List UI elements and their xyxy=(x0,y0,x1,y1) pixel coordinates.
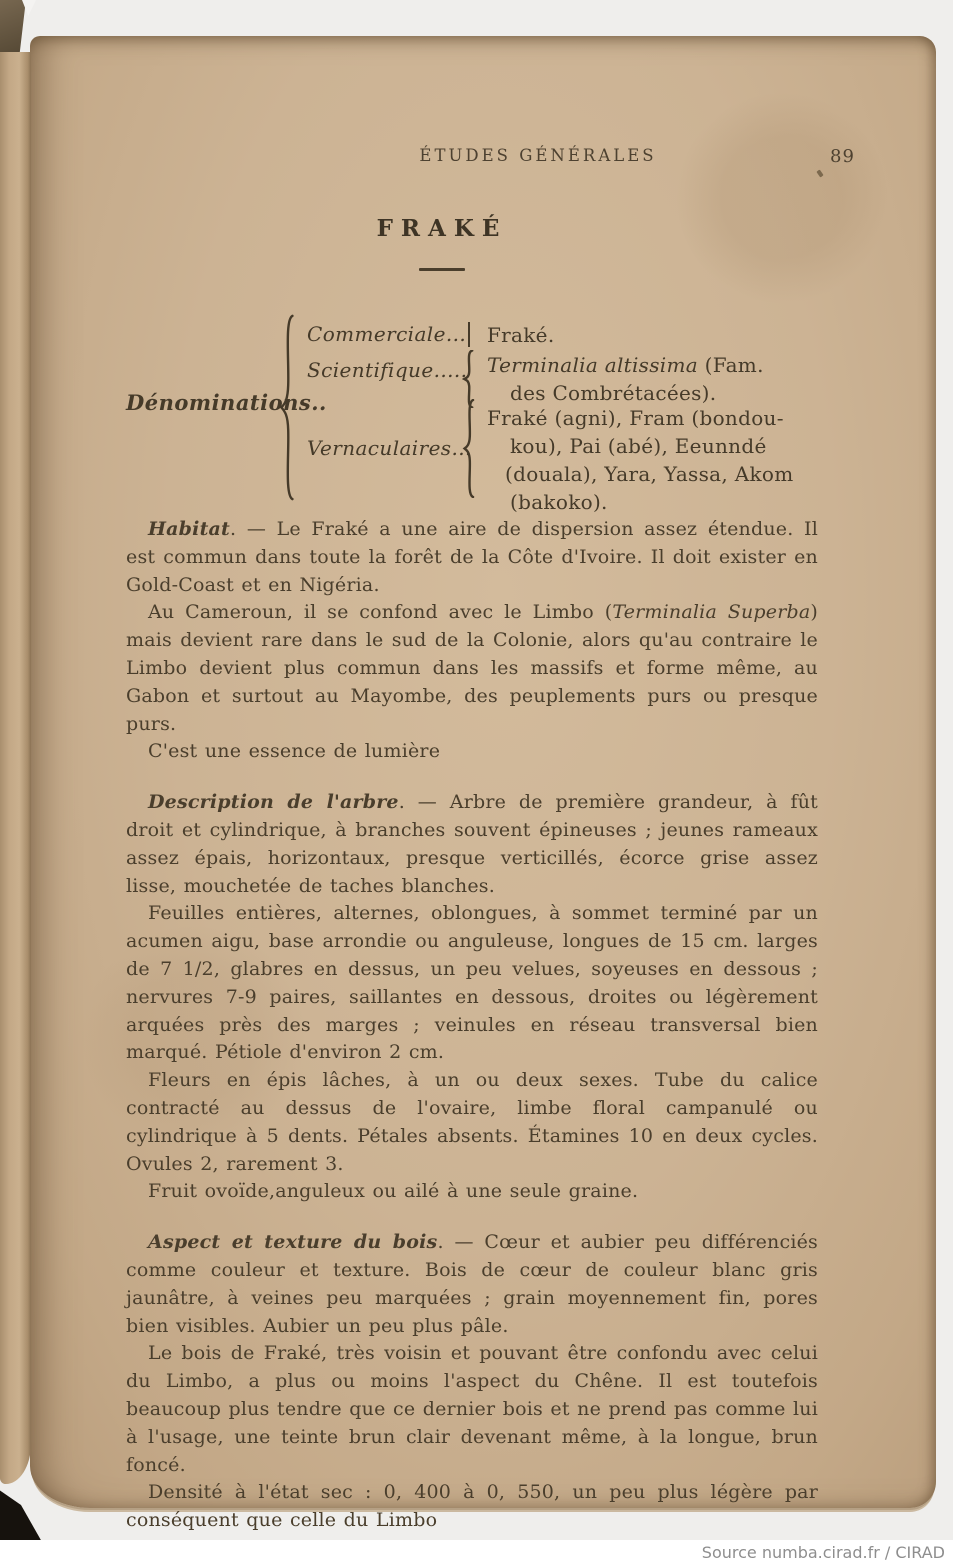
family-text: (Fam. xyxy=(698,353,764,377)
denomination-name-vernaculaires: Vernaculaires... xyxy=(307,436,472,460)
dash-separator: . — xyxy=(437,1231,485,1254)
book-page xyxy=(30,36,936,1532)
running-head xyxy=(126,146,855,170)
paragraph-aspect xyxy=(126,1229,818,1340)
paragraph-fruit: Fruit ovoïde,anguleux ou ailé à une seule graine. xyxy=(148,1180,639,1203)
paragraph-cameroun xyxy=(126,599,818,738)
denomination-value-vernaculaires-line: kou), Pai (abé), Eeunndé xyxy=(510,434,767,458)
paragraph-text: Au Cameroun, il se confond avec le Limbo ( xyxy=(148,601,613,624)
denomination-value-vernaculaires-line: (bakoko). xyxy=(510,490,608,514)
paragraph-feuilles: Feuilles entières, alternes, oblongues, à sommet terminé par un acumen aigu, base arrondie ou anguleuse, longues de 15 cm. larges de 7 1/2, glabres en dessus, un peu velues, soyeuses en dessous ; nervures 7-9 paires, saillantes en dessous, droites ou légèrement arquées près des marges ; veinules en réseau transversal bien marqué. Pétiole d'environ 2 cm. xyxy=(126,902,818,1064)
denomination-value-vernaculaires-line: (douala), Yara, Yassa, Akom xyxy=(505,462,794,486)
title-rule xyxy=(419,268,465,271)
denominations-table xyxy=(126,314,820,522)
paragraph-densite: Densité à l'état sec : 0, 400 à 0, 550, un peu plus légère par conséquent que celle du Limbo xyxy=(126,1481,818,1532)
section-title: ÉTUDES GÉNÉRALES xyxy=(419,146,657,165)
denomination-value-commerciale: Fraké. xyxy=(487,323,555,347)
paragraph-text: Cœur et aubier peu différenciés comme couleur et texture. Bois de cœur de couleur blanc gris jaunâtre, à veines peu marquées ; grain moyennement fin, pores bien visibles. Aubier un peu plus pâle. xyxy=(126,1231,818,1337)
paragraph-essence: C'est une essence de lumière xyxy=(148,740,441,763)
denomination-value-scientifique-line1 xyxy=(487,353,764,377)
denominations-label: Dénominations.. xyxy=(126,390,327,415)
source-attribution: Source numba.cirad.fr / CIRAD xyxy=(701,1543,945,1562)
denomination-value-vernaculaires-line: Fraké (agni), Fram (bondou- xyxy=(487,406,784,430)
dash-separator: . — xyxy=(230,518,277,540)
vertical-bar-icon xyxy=(468,322,470,347)
curly-brace-icon xyxy=(278,314,295,501)
species-name: Terminalia Superba xyxy=(612,601,811,624)
page-curl-edge xyxy=(0,52,31,1484)
page-number: 89 xyxy=(830,146,855,167)
body-text xyxy=(126,516,818,1535)
source-attribution-bar xyxy=(0,1540,953,1566)
paragraph-bois: Le bois de Fraké, très voisin et pouvant être confondu avec celui du Limbo, a plus ou moins l'aspect du Chêne. Il est toutefois beaucoup plus tendre que ce dernier bois et ne prend pas comme lui à l'usage, une teinte brun clair devenant même, à la longue, brun foncé. xyxy=(126,1342,818,1476)
paragraph-description xyxy=(126,789,818,900)
denomination-name-commerciale: Commerciale... xyxy=(307,322,467,346)
paragraph-lead: Aspect et texture du bois xyxy=(148,1231,438,1254)
ink-speck xyxy=(816,169,823,177)
paragraph-text: Arbre de première grandeur, à fût droit et cylindrique, à branches souvent épineuses ; jeunes rameaux assez épais, horizontaux, presque verticillés, écorce grise assez lisse, mouchetée de taches blanches. xyxy=(126,791,819,897)
paragraph-text: Le Fraké a une aire de dispersion assez étendue. Il est commun dans toute la forêt de la Côte d'Ivoire. Il doit exister en Gold-Coast et en Nigéria. xyxy=(126,518,818,596)
curly-brace-icon xyxy=(462,399,475,498)
page-title: FRAKÉ xyxy=(376,215,508,242)
paragraph-text: ) mais devient rare dans le sud de la Colonie, alors qu'au contraire le Limbo devient plus commun dans les massifs et forme même, au Gabon et surtout au Mayombe, des peuplements purs ou presque purs. xyxy=(126,601,818,735)
species-name: Terminalia altissima xyxy=(487,353,698,377)
paragraph-habitat xyxy=(126,516,818,599)
book-binding-bottom xyxy=(0,1486,42,1542)
denomination-name-scientifique: Scientifique..... xyxy=(307,358,468,382)
denomination-value-scientifique-line2: des Combrétacées). xyxy=(510,381,717,405)
paragraph-fleurs: Fleurs en épis lâches, à un ou deux sexes. Tube du calice contracté au dessus de l'ovaire, limbe floral campanulé ou cylindrique à 5 dents. Pétales absents. Étamines 10 en deux cycles. Ovules 2, rarement 3. xyxy=(126,1069,818,1175)
paragraph-lead: Habitat xyxy=(148,518,231,540)
dash-separator: . — xyxy=(398,791,450,814)
paragraph-lead: Description de l'arbre xyxy=(148,791,399,814)
